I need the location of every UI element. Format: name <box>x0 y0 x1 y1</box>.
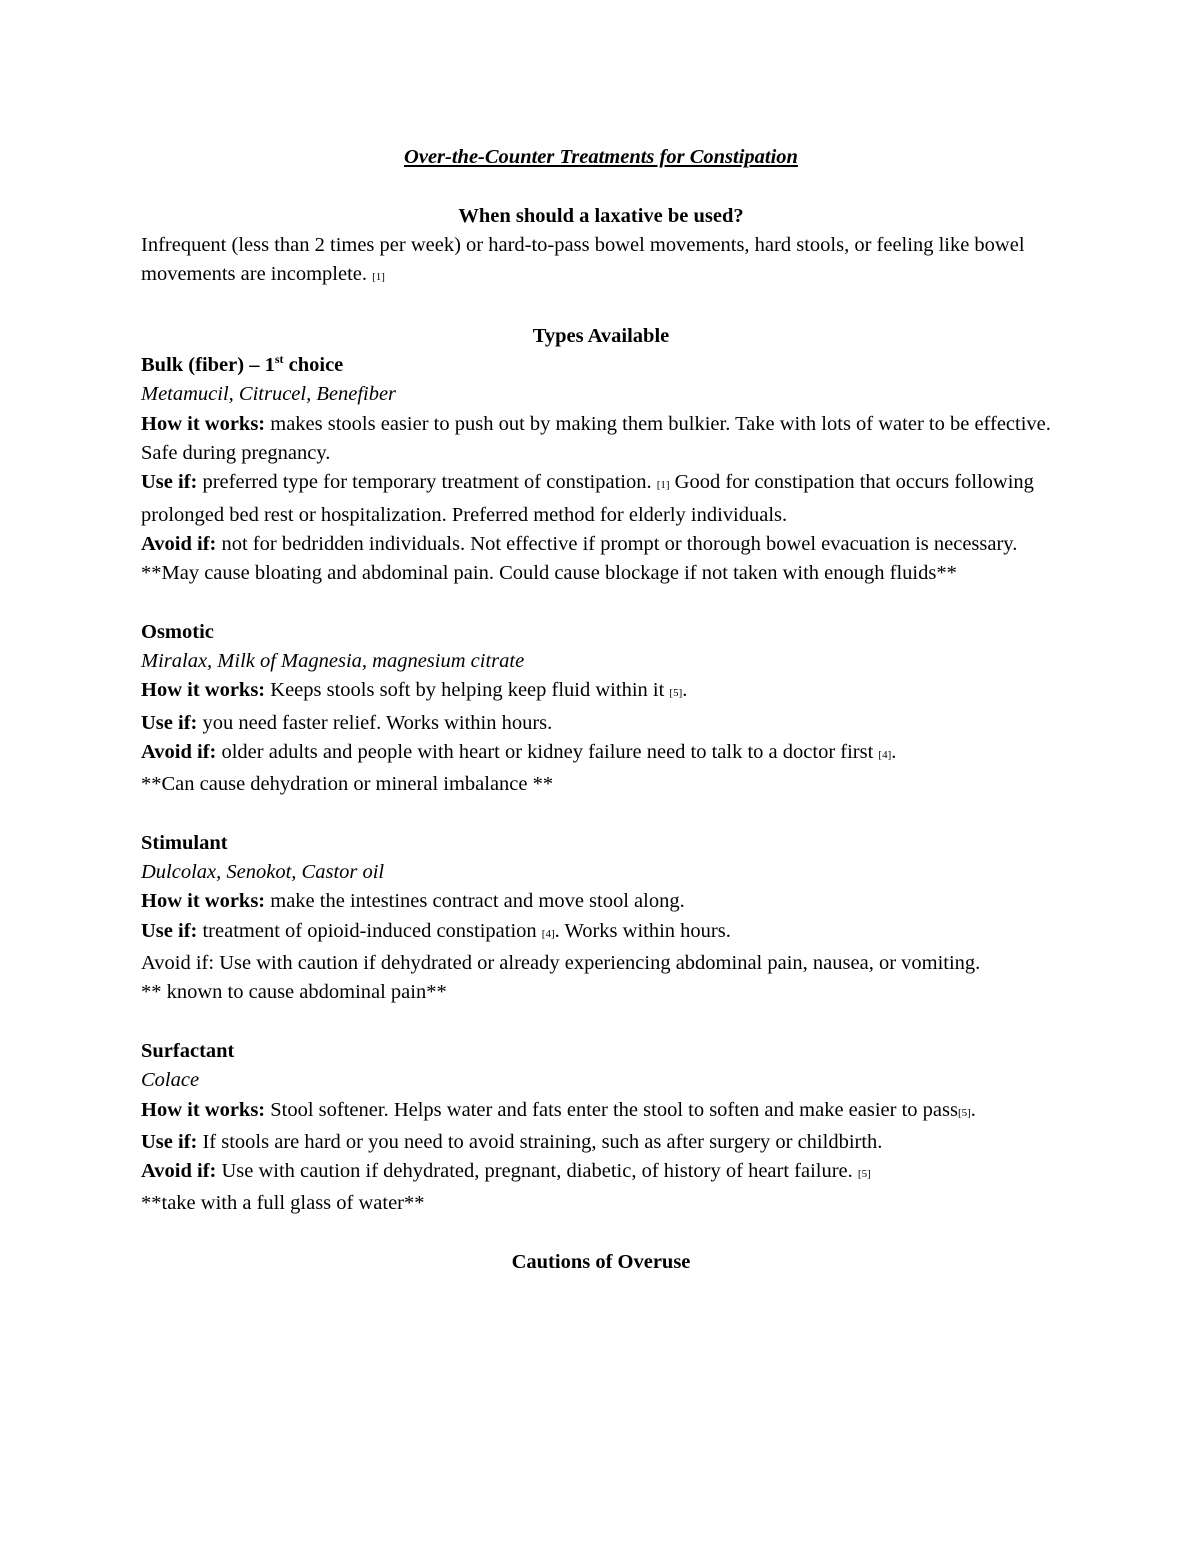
surfactant-use: Use if: If stools are hard or you need to avoid straining, such as after surgery or childbirth. <box>141 1130 883 1153</box>
document-title: Over-the-Counter Treatments for Constipation <box>404 146 798 168</box>
stimulant-brands: Dulcolax, Senokot, Castor oil <box>141 861 385 884</box>
osmotic-use: Use if: you need faster relief. Works within hours. <box>141 711 553 734</box>
stimulant-heading: Stimulant <box>141 831 228 854</box>
surfactant-how: How it works: Stool softener. Helps water and fats enter the stool to soften and make easier to pass[5]. <box>141 1098 976 1121</box>
when-ref: [1] <box>372 271 385 284</box>
when-heading: When should a laxative be used? <box>458 204 744 227</box>
osmotic-brands: Miralax, Milk of Magnesia, magnesium citrate <box>141 650 525 673</box>
when-text: Infrequent (less than 2 times per week) or hard-to-pass bowel movements, hard stools, or feeling like bowel movements are incomplete. <box>141 233 1025 286</box>
stimulant-how: How it works: make the intestines contract and move stool along. <box>141 890 685 913</box>
bulk-how: How it works: makes stools easier to push out by making them bulkier. Take with lots of water to be effective. <box>141 412 1051 435</box>
osmotic-heading: Osmotic <box>141 620 214 643</box>
bulk-brands: Metamucil, Citrucel, Benefiber <box>141 383 397 406</box>
surfactant-avoid: Avoid if: Use with caution if dehydrated, pregnant, diabetic, of history of heart failure. [5] <box>141 1160 871 1183</box>
stimulant-avoid: Avoid if: Use with caution if dehydrated or already experiencing abdominal pain, nausea, or vomiting. <box>141 952 981 975</box>
osmotic-avoid: Avoid if: older adults and people with heart or kidney failure need to talk to a doctor first [4]. <box>141 740 897 763</box>
stimulant-section <box>141 829 1061 1008</box>
osmotic-how: How it works: Keeps stools soft by helping keep fluid within it [5]. <box>141 679 688 702</box>
bulk-section <box>141 351 1061 588</box>
osmotic-section <box>141 618 1061 800</box>
bulk-use: Use if: preferred type for temporary treatment of constipation. [1] Good for constipation that occurs following prolonged bed rest or hospitalization. Preferred method for elderly individuals. <box>141 471 1034 526</box>
bulk-safe: Safe during pregnancy. <box>141 441 331 464</box>
types-heading: Types Available <box>532 324 670 347</box>
osmotic-warning: **Can cause dehydration or mineral imbalance ** <box>141 773 554 796</box>
stimulant-warning: ** known to cause abdominal pain** <box>141 981 447 1004</box>
bulk-avoid: Avoid if: not for bedridden individuals. Not effective if prompt or thorough bowel evacuation is necessary. <box>141 532 1018 555</box>
when-paragraph <box>141 231 1061 293</box>
bulk-warning: **May cause bloating and abdominal pain. Could cause blockage if not taken with enough fluids** <box>141 562 957 585</box>
surfactant-warning: **take with a full glass of water** <box>141 1192 425 1215</box>
stimulant-use: Use if: treatment of opioid-induced constipation [4]. Works within hours. <box>141 919 731 942</box>
cautions-heading: Cautions of Overuse <box>511 1250 691 1273</box>
document-body <box>141 143 1061 1277</box>
surfactant-brands: Colace <box>141 1069 200 1092</box>
surfactant-section <box>141 1037 1061 1219</box>
surfactant-heading: Surfactant <box>141 1039 235 1062</box>
bulk-heading: Bulk (fiber) – 1st choice <box>141 352 344 377</box>
